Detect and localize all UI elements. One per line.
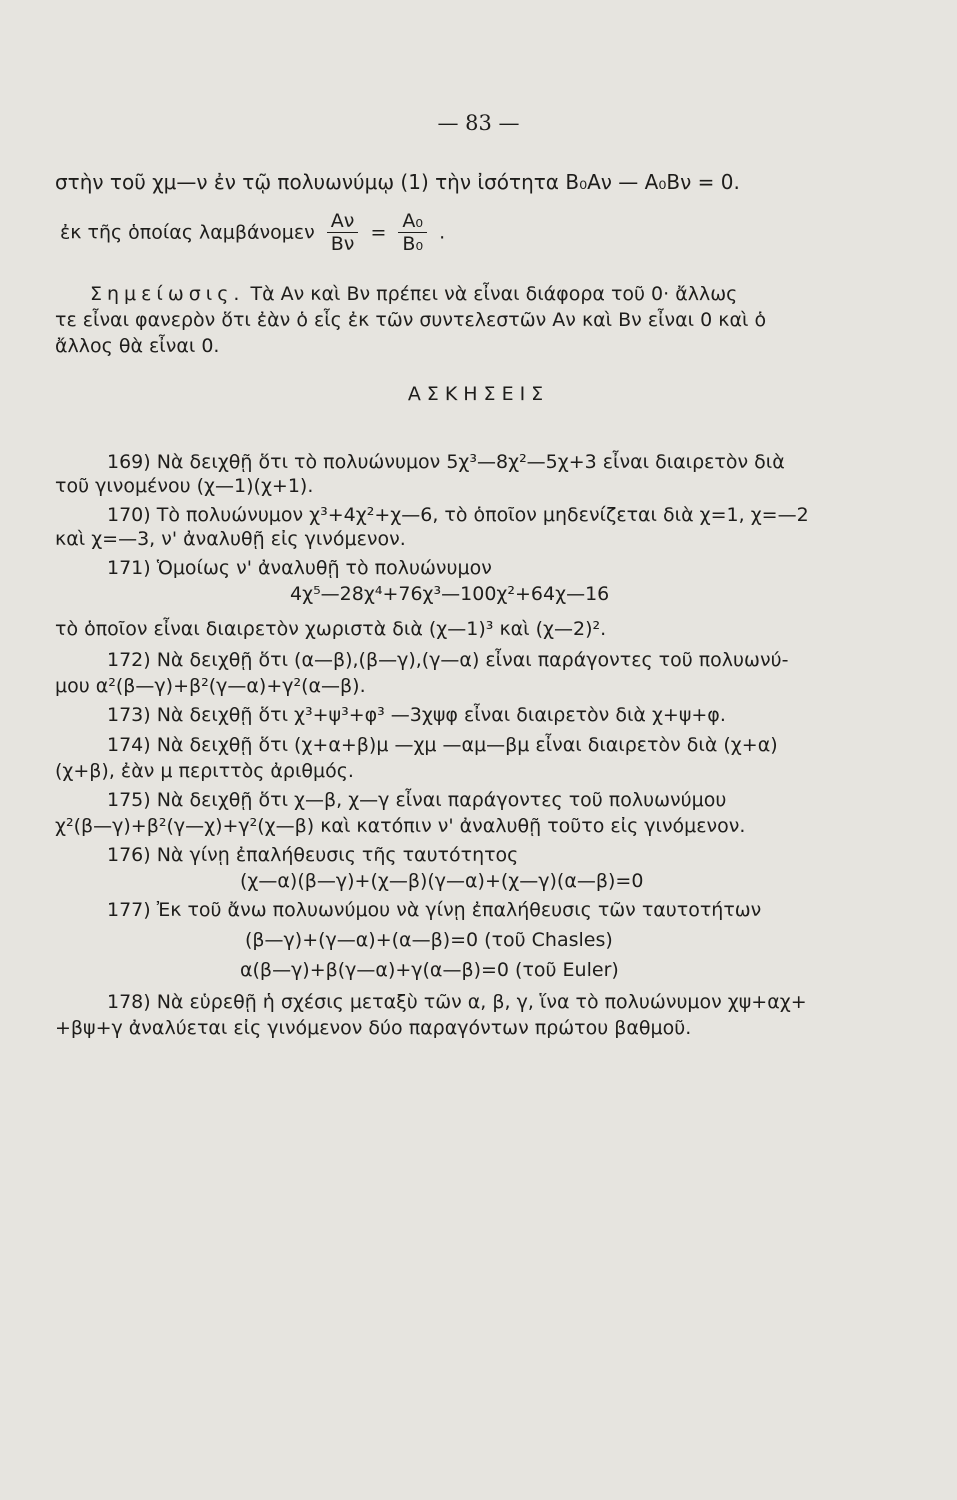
exercise-170-line-1: 170) Τὸ πολυώνυμον χ³+4χ²+χ—6, τὸ ὁποῖον μηδενίζεται διὰ χ=1, χ=—2 bbox=[107, 504, 809, 526]
exercise-169-line-1: 169) Νὰ δειχθῇ ὅτι τὸ πολυώνυμον 5χ³—8χ²—5χ+3 εἶναι διαιρετὸν διὰ bbox=[107, 451, 785, 473]
note-line-2: τε εἶναι φανερὸν ὅτι ἐὰν ὁ εἷς ἐκ τῶν συντελεστῶν Aν καὶ Bν εἶναι 0 καὶ ὁ bbox=[55, 309, 767, 331]
exercise-176-line-2: (χ—α)(β—γ)+(χ—β)(γ—α)+(χ—γ)(α—β)=0 bbox=[240, 870, 644, 892]
exercise-171-line-2: 4χ⁵—28χ⁴+76χ³—100χ²+64χ—16 bbox=[290, 583, 610, 605]
page-number: — 83 — bbox=[437, 111, 520, 135]
fraction-period: . bbox=[439, 221, 446, 244]
note-line-1 bbox=[90, 282, 737, 306]
exercise-172-line-2: μου α²(β—γ)+β²(γ—α)+γ²(α—β). bbox=[55, 675, 366, 697]
fraction-lead-text: ἐκ τῆς ὁποίας λαμβάνομεν bbox=[60, 221, 315, 244]
exercise-175-line-2: χ²(β—γ)+β²(γ—χ)+γ²(χ—β) καὶ κατόπιν ν' ἀναλυθῇ τοῦτο εἰς γινόμενον. bbox=[55, 815, 746, 837]
fraction-left bbox=[327, 210, 359, 255]
exercise-174-line-1: 174) Νὰ δειχθῇ ὅτι (χ+α+β)μ —χμ —αμ—βμ εἶναι διαιρετὸν διὰ (χ+α) bbox=[107, 734, 778, 756]
exercise-176-line-1: 176) Νὰ γίνῃ ἐπαλήθευσις τῆς ταυτότητος bbox=[107, 844, 519, 866]
top-line: στὴν τοῦ χμ—ν ἐν τῷ πολυωνύμῳ (1) τὴν ἰσότητα B₀Aν — A₀Bν = 0. bbox=[55, 170, 740, 194]
equals-sign: = bbox=[370, 221, 387, 244]
exercise-178-line-1: 178) Νὰ εὑρεθῇ ἡ σχέσις μεταξὺ τῶν α, β, γ, ἵνα τὸ πολυώνυμον χψ+αχ+ bbox=[107, 991, 807, 1013]
exercise-178-line-2: +βψ+γ ἀναλύεται εἰς γινόμενον δύο παραγόντων πρώτου βαθμοῦ. bbox=[55, 1017, 692, 1039]
exercise-177-line-3: α(β—γ)+β(γ—α)+γ(α—β)=0 (τοῦ Euler) bbox=[240, 959, 619, 981]
section-heading: ΑΣΚΗΣΕΙΣ bbox=[407, 383, 550, 405]
fraction-right-den: B₀ bbox=[402, 233, 424, 255]
fraction-line bbox=[60, 210, 445, 255]
fraction-right bbox=[398, 210, 427, 255]
note-label: Σημείωσις. bbox=[90, 283, 245, 305]
exercise-177-line-1: 177) Ἐκ τοῦ ἄνω πολυωνύμου νὰ γίνῃ ἐπαλήθευσις τῶν ταυτοτήτων bbox=[107, 899, 762, 921]
exercise-172-line-1: 172) Νὰ δειχθῇ ὅτι (α—β),(β—γ),(γ—α) εἶναι παράγοντες τοῦ πολυωνύ- bbox=[107, 649, 789, 671]
fraction-right-num: A₀ bbox=[398, 210, 427, 233]
exercise-171-line-3: τὸ ὁποῖον εἶναι διαιρετὸν χωριστὰ διὰ (χ—1)³ καὶ (χ—2)². bbox=[55, 618, 607, 640]
fraction-left-num: Aν bbox=[327, 210, 359, 233]
exercise-173: 173) Νὰ δειχθῇ ὅτι χ³+ψ³+φ³ —3χψφ εἶναι διαιρετὸν διὰ χ+ψ+φ. bbox=[107, 704, 726, 726]
exercise-174-line-2: (χ+β), ἐὰν μ περιττὸς ἀριθμός. bbox=[55, 760, 354, 782]
note-line-3: ἄλλος θὰ εἶναι 0. bbox=[55, 335, 220, 357]
exercise-171-line-1: 171) Ὁμοίως ν' ἀναλυθῇ τὸ πολυώνυμον bbox=[107, 557, 492, 579]
fraction-left-den: Bν bbox=[330, 233, 355, 255]
exercise-175-line-1: 175) Νὰ δειχθῇ ὅτι χ—β, χ—γ εἶναι παράγοντες τοῦ πολυωνύμου bbox=[107, 789, 727, 811]
exercise-177-line-2: (β—γ)+(γ—α)+(α—β)=0 (τοῦ Chasles) bbox=[245, 929, 613, 951]
note-text-1: Τὰ Aν καὶ Bν πρέπει νὰ εἶναι διάφορα τοῦ 0· ἄλλως bbox=[250, 283, 738, 305]
exercise-170-line-2: καὶ χ=—3, ν' ἀναλυθῇ εἰς γινόμενον. bbox=[55, 528, 406, 550]
exercise-169-line-2: τοῦ γινομένου (χ—1)(χ+1). bbox=[55, 475, 314, 497]
